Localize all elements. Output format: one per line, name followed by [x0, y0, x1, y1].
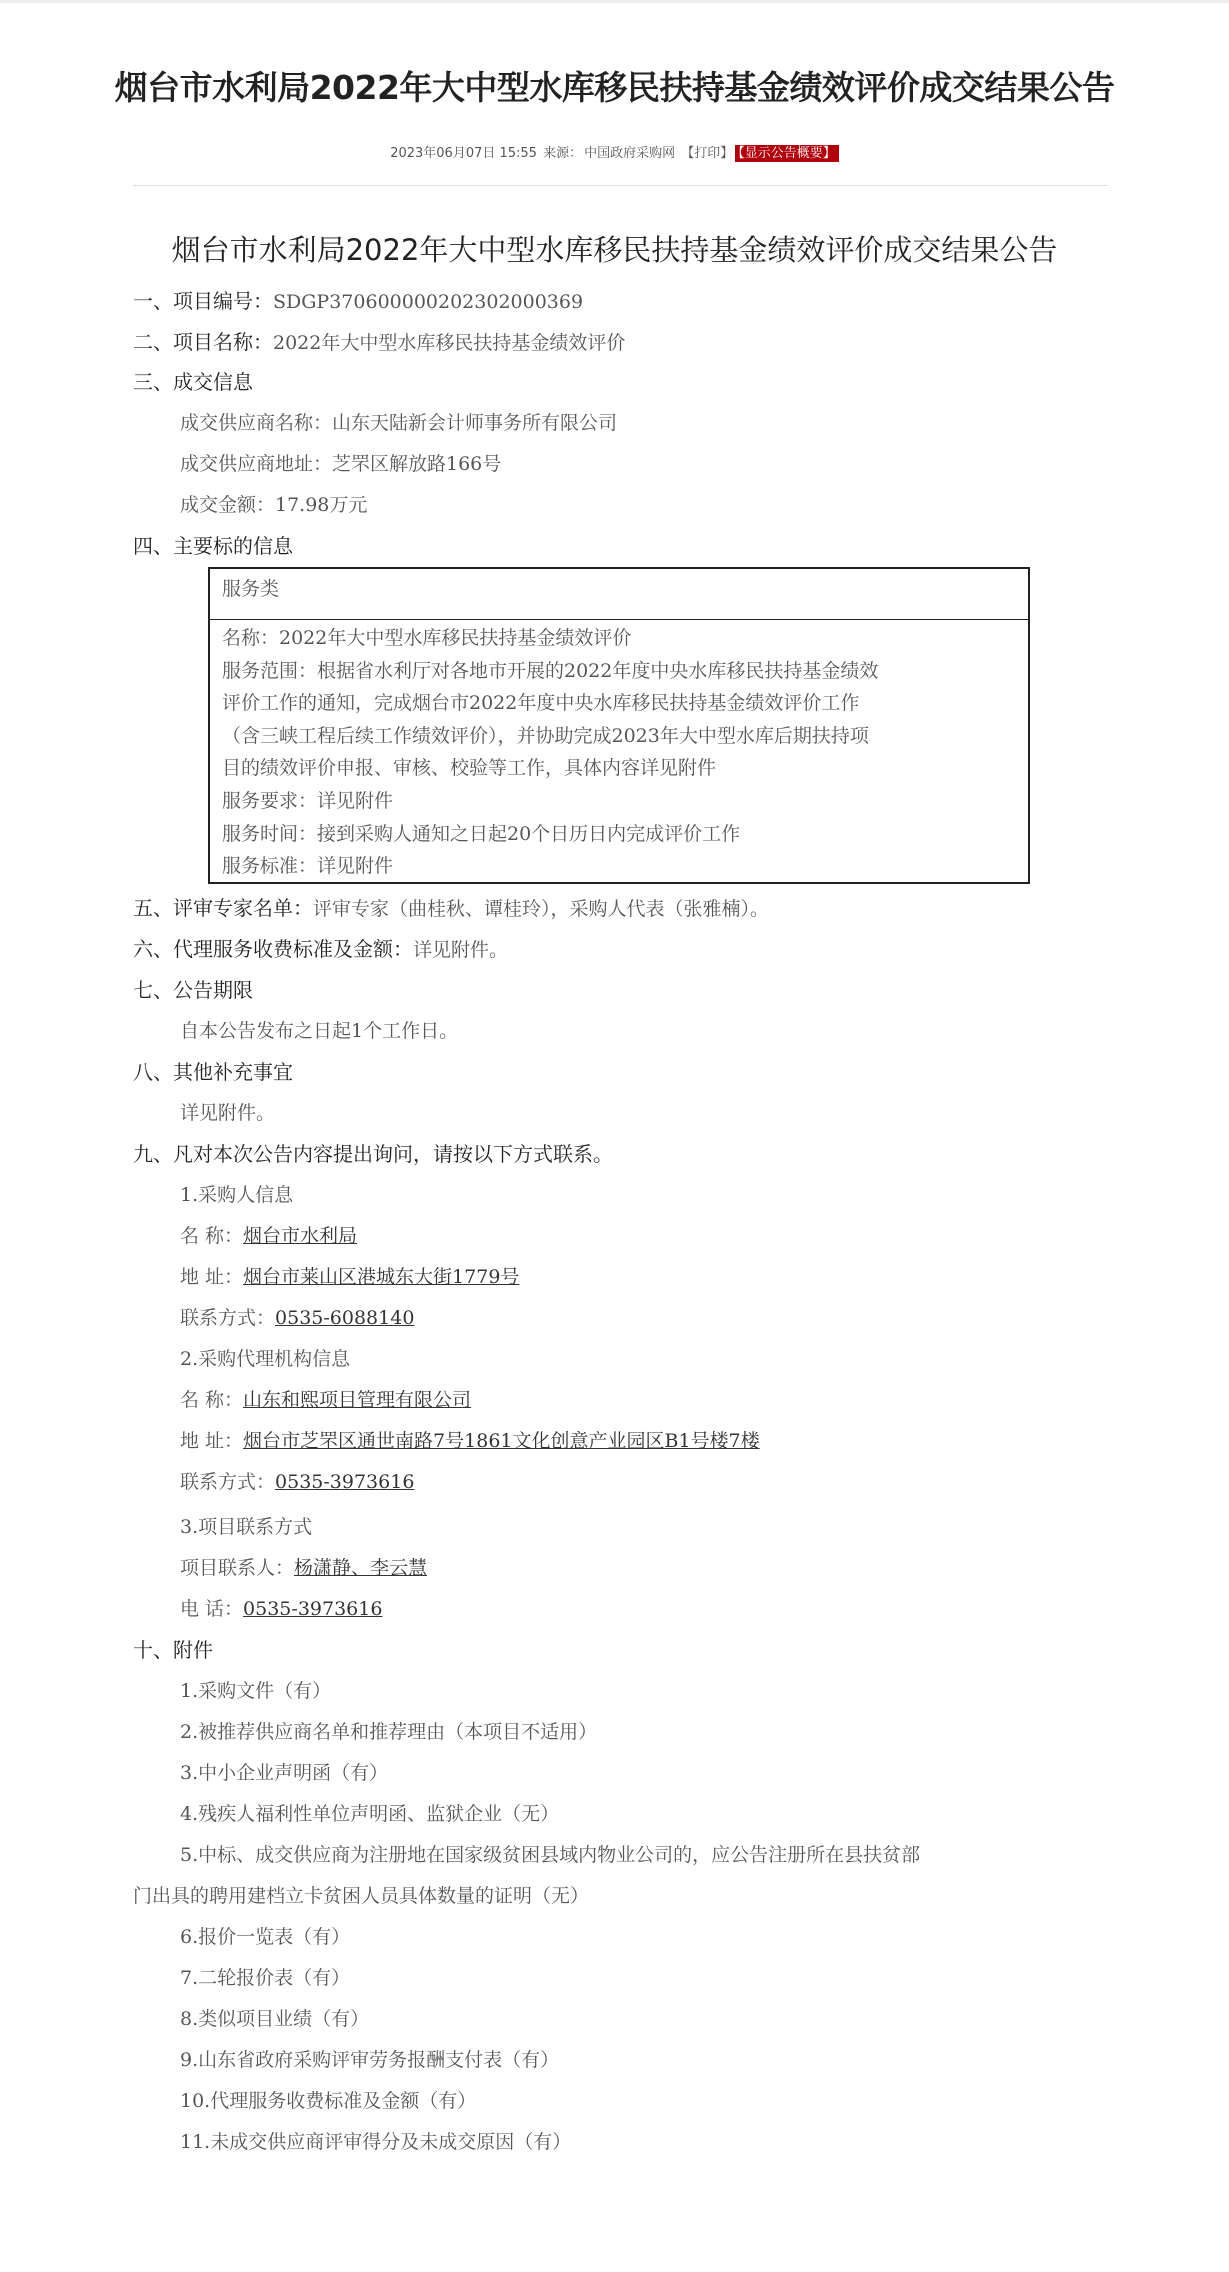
field-label: 联系方式： — [180, 1471, 276, 1493]
supplement-text: 详见附件。 — [180, 1102, 276, 1124]
agency-title: 2.采购代理机构信息 — [180, 1348, 351, 1370]
table-row: （含三峡工程后续工作绩效评价），并协助完成2023年大中型水库后期扶持项 — [222, 725, 869, 747]
show-summary-button[interactable]: 【显示公告概要】 — [735, 145, 839, 162]
section-project-number — [133, 289, 583, 314]
attachment-item: 6.报价一览表（有） — [180, 1926, 351, 1948]
meta-line — [0, 142, 1229, 161]
table-row: 服务时间：接到采购人通知之日起20个日历日内完成评价工作 — [222, 823, 741, 845]
project-phone: 0535-3973616 — [243, 1598, 383, 1620]
top-border — [0, 0, 1229, 3]
source-label: 来源： — [543, 146, 583, 161]
subject-info-table — [208, 567, 1030, 884]
notice-period: 自本公告发布之日起1个工作日。 — [180, 1020, 459, 1042]
attachment-item: 3.中小企业声明函（有） — [180, 1762, 389, 1784]
agency-name: 山东和熙项目管理有限公司 — [243, 1389, 472, 1411]
section-experts — [133, 896, 769, 921]
field-label: 地 址： — [180, 1266, 244, 1288]
attachment-item: 2.被推荐供应商名单和推荐理由（本项目不适用） — [180, 1721, 598, 1743]
section-heading: 二、项目名称： — [133, 330, 273, 354]
section-heading: 三、成交信息 — [133, 370, 253, 394]
section-heading: 一、项目编号： — [133, 289, 273, 313]
section-heading: 十、附件 — [133, 1638, 213, 1662]
table-row: 评价工作的通知，完成烟台市2022年度中央水库移民扶持基金绩效评价工作 — [222, 692, 860, 714]
field-label: 名 称： — [180, 1225, 244, 1247]
field-label: 电 话： — [180, 1598, 244, 1620]
section-heading: 八、其他补充事宜 — [133, 1060, 293, 1084]
project-number: SDGP370600000202302000369 — [273, 291, 584, 313]
purchaser-address-row — [180, 1265, 519, 1289]
purchaser-title: 1.采购人信息 — [180, 1184, 294, 1206]
agency-contact-row — [180, 1470, 414, 1494]
purchaser-name-row — [180, 1224, 357, 1248]
agency-address: 烟台市芝罘区通世南路7号1861文化创意产业园区B1号楼7楼 — [243, 1430, 760, 1452]
attachment-item: 9.山东省政府采购评审劳务报酬支付表（有） — [180, 2049, 560, 2071]
agency-phone: 0535-3973616 — [275, 1471, 415, 1493]
supplier-address: 成交供应商地址：芝罘区解放路166号 — [180, 453, 502, 475]
fee-value: 详见附件。 — [413, 939, 509, 961]
purchaser-contact-row — [180, 1306, 414, 1330]
attachment-item: 10.代理服务收费标准及金额（有） — [180, 2090, 477, 2112]
section-heading: 七、公告期限 — [133, 978, 253, 1002]
attachment-item: 11.未成交供应商评审得分及未成交原因（有） — [180, 2131, 572, 2153]
table-divider — [210, 619, 1028, 620]
deal-amount: 成交金额：17.98万元 — [180, 494, 368, 516]
section-project-name — [133, 330, 625, 355]
table-row: 服务要求：详见附件 — [222, 790, 394, 812]
field-label: 项目联系人： — [180, 1557, 295, 1579]
section-heading: 五、评审专家名单： — [133, 896, 313, 920]
field-label: 名 称： — [180, 1389, 244, 1411]
attachment-item: 8.类似项目业绩（有） — [180, 2008, 370, 2030]
attachment-item: 1.采购文件（有） — [180, 1680, 332, 1702]
table-row: 服务范围：根据省水利厅对各地市开展的2022年度中央水库移民扶持基金绩效 — [222, 660, 879, 682]
divider — [133, 185, 1108, 186]
project-contact-person: 杨潇静、李云慧 — [294, 1557, 428, 1579]
attachment-item: 4.残疾人福利性单位声明函、监狱企业（无） — [180, 1803, 560, 1825]
section-heading: 四、主要标的信息 — [133, 534, 293, 558]
print-link[interactable]: 【打印】 — [681, 146, 734, 161]
table-row: 目的绩效评价申报、审核、校验等工作，具体内容详见附件 — [222, 757, 717, 779]
project-name: 2022年大中型水库移民扶持基金绩效评价 — [273, 332, 626, 354]
publish-datetime: 2023年06月07日 15:55 — [390, 146, 537, 161]
section-heading: 九、凡对本次公告内容提出询问，请按以下方式联系。 — [133, 1142, 613, 1166]
attachment-item: 7.二轮报价表（有） — [180, 1967, 351, 1989]
project-person-row — [180, 1556, 427, 1580]
project-contact-title: 3.项目联系方式 — [180, 1516, 313, 1538]
agency-name-row — [180, 1388, 471, 1412]
supplier-name: 成交供应商名称：山东天陆新会计师事务所有限公司 — [180, 412, 618, 434]
notice-title: 烟台市水利局2022年大中型水库移民扶持基金绩效评价成交结果公告 — [171, 233, 1058, 267]
table-header: 服务类 — [222, 578, 280, 600]
section-heading: 六、代理服务收费标准及金额： — [133, 937, 413, 961]
source-name: 中国政府采购网 — [584, 146, 676, 161]
purchaser-phone: 0535-6088140 — [275, 1307, 415, 1329]
experts-list: 评审专家（曲桂秋、谭桂玲），采购人代表（张雅楠）。 — [313, 898, 770, 920]
table-row: 名称：2022年大中型水库移民扶持基金绩效评价 — [222, 627, 632, 649]
purchaser-address: 烟台市莱山区港城东大街1779号 — [243, 1266, 520, 1288]
project-phone-row — [180, 1597, 382, 1621]
section-fee — [133, 937, 508, 962]
page-title: 烟台市水利局2022年大中型水库移民扶持基金绩效评价成交结果公告 — [114, 68, 1115, 107]
agency-address-row — [180, 1429, 760, 1453]
field-label: 地 址： — [180, 1430, 244, 1452]
table-row: 服务标准：详见附件 — [222, 855, 394, 877]
field-label: 联系方式： — [180, 1307, 276, 1329]
purchaser-name: 烟台市水利局 — [243, 1225, 358, 1247]
attachment-item: 5.中标、成交供应商为注册地在国家级贫困县域内物业公司的，应公告注册所在县扶贫部 — [180, 1844, 921, 1866]
attachment-item-continued: 门出具的聘用建档立卡贫困人员具体数量的证明（无） — [133, 1885, 590, 1907]
